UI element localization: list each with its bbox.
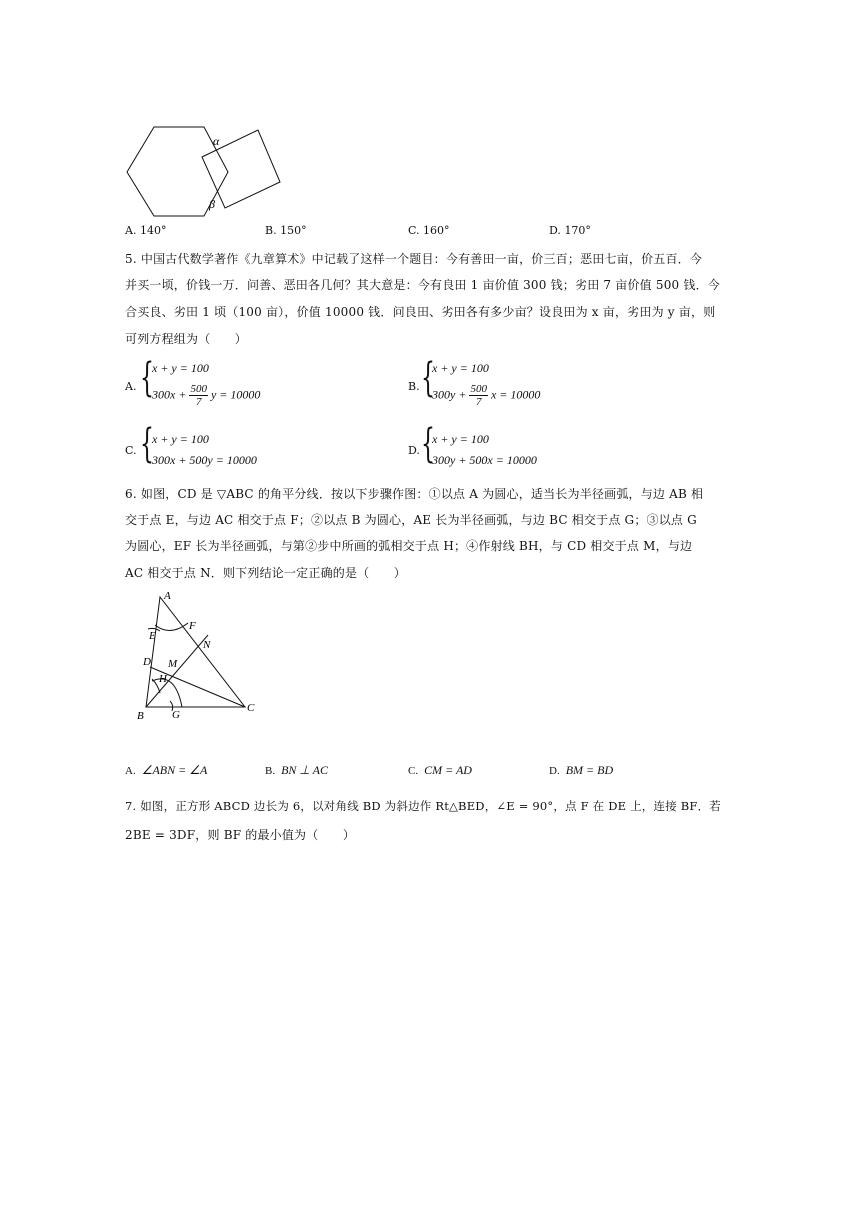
q6-figure [130, 585, 265, 725]
label-a: A [164, 590, 171, 602]
q4-option-d[interactable]: D. 170° [549, 224, 591, 237]
label-h: H [159, 673, 167, 685]
q5-option-a[interactable]: A. [125, 380, 137, 393]
q6-option-d[interactable]: D. BM = BD [549, 763, 614, 777]
label-d: D [143, 656, 151, 668]
label-m: M [168, 658, 178, 670]
q5-line-3: 合买良、劣田 1 顷（100 亩），价值 10000 钱．问良田、劣田各有多少亩？设良田为 x 亩，劣田为 y 亩，则 [125, 305, 716, 319]
q6-line-2: 交于点 E，与边 AC 相交于点 F；②以点 B 为圆心，AE 长为半径画弧，与边 BC 相交于点 G；③以点 G [125, 513, 697, 527]
q5-line-1: 5. 中国古代数学著作《九章算术》中记载了这样一个题目：今有善田一亩，价三百；恶田七亩，价五百．今 [125, 252, 703, 266]
q4-option-b[interactable]: B. 150° [265, 224, 307, 237]
alpha-label: α [213, 134, 220, 148]
q6-line-4: AC 相交于点 N．则下列结论一定正确的是（ ） [125, 566, 406, 580]
q5-option-c-brace: { [140, 421, 154, 467]
q5-option-c[interactable]: C. [125, 444, 137, 457]
label-g: G [172, 709, 180, 721]
q6-option-b[interactable]: B. BN ⊥ AC [265, 763, 328, 777]
label-c: C [247, 702, 255, 714]
q5-option-b[interactable]: B. [408, 380, 420, 393]
q5-line-4: 可列方程组为（ ） [125, 332, 248, 346]
q5-option-c-eq1: x + y = 100 [152, 432, 209, 446]
q5-option-a-eq2: 300x + $\frac{500}{7}$ y = 10000 [152, 383, 261, 408]
q5-option-d-eq1: x + y = 100 [432, 432, 489, 446]
q5-option-d-brace: { [421, 421, 435, 467]
label-n: N [203, 639, 211, 651]
beta-label: β [209, 197, 215, 211]
label-f: F [189, 620, 196, 632]
label-e: E [149, 630, 156, 642]
q5-option-d-eq2: 300y + 500x = 10000 [432, 453, 537, 467]
q5-option-b-eq1: x + y = 100 [432, 361, 489, 375]
q4-figure [120, 120, 290, 220]
q7-line-1: 7. 如图，正方形 ABCD 边长为 6，以对角线 BD 为斜边作 Rt△BED，∠E = 90°，点 F 在 DE 上，连接 BF．若 [125, 799, 721, 813]
ray-bh [146, 635, 208, 707]
q5-option-d[interactable]: D. [408, 444, 420, 457]
q6-line-3: 为圆心，EF 长为半径画弧，与第②步中所画的弧相交于点 H；④作射线 BH，与 CD 相交于点 M，与边 [125, 539, 693, 553]
q4-option-a[interactable]: A. 140° [125, 224, 167, 237]
q5-option-a-fraction: $\frac{500}{7}$ [190, 383, 207, 408]
q7-line-2: 2BE = 3DF，则 BF 的最小值为（ ） [125, 828, 356, 842]
q4-option-c[interactable]: C. 160° [408, 224, 450, 237]
arc-at-a [155, 623, 188, 631]
q5-option-a-brace: { [140, 355, 154, 401]
q5-option-a-eq1: x + y = 100 [152, 361, 209, 375]
q5-option-b-brace: { [421, 355, 435, 401]
q5-option-b-eq2: 300y + $\frac{500}{7}$ x = 10000 [432, 383, 541, 408]
q5-option-b-fraction: $\frac{500}{7}$ [470, 383, 487, 408]
q6-line-1: 6. 如图，CD 是 ▽ABC 的角平分线．按以下步骤作图：①以点 A 为圆心，适当长为半径画弧，与边 AB 相 [125, 487, 704, 501]
q6-option-a[interactable]: A. ∠ABN = ∠A [125, 763, 208, 777]
q6-option-c[interactable]: C. CM = AD [408, 763, 472, 777]
q5-option-c-eq2: 300x + 500y = 10000 [152, 453, 257, 467]
label-b: B [137, 710, 144, 722]
q5-line-2: 并买一顷，价钱一万．问善、恶田各几何？其大意是：今有良田 1 亩价值 300 钱；劣田 7 亩价值 500 钱．今 [125, 278, 720, 292]
